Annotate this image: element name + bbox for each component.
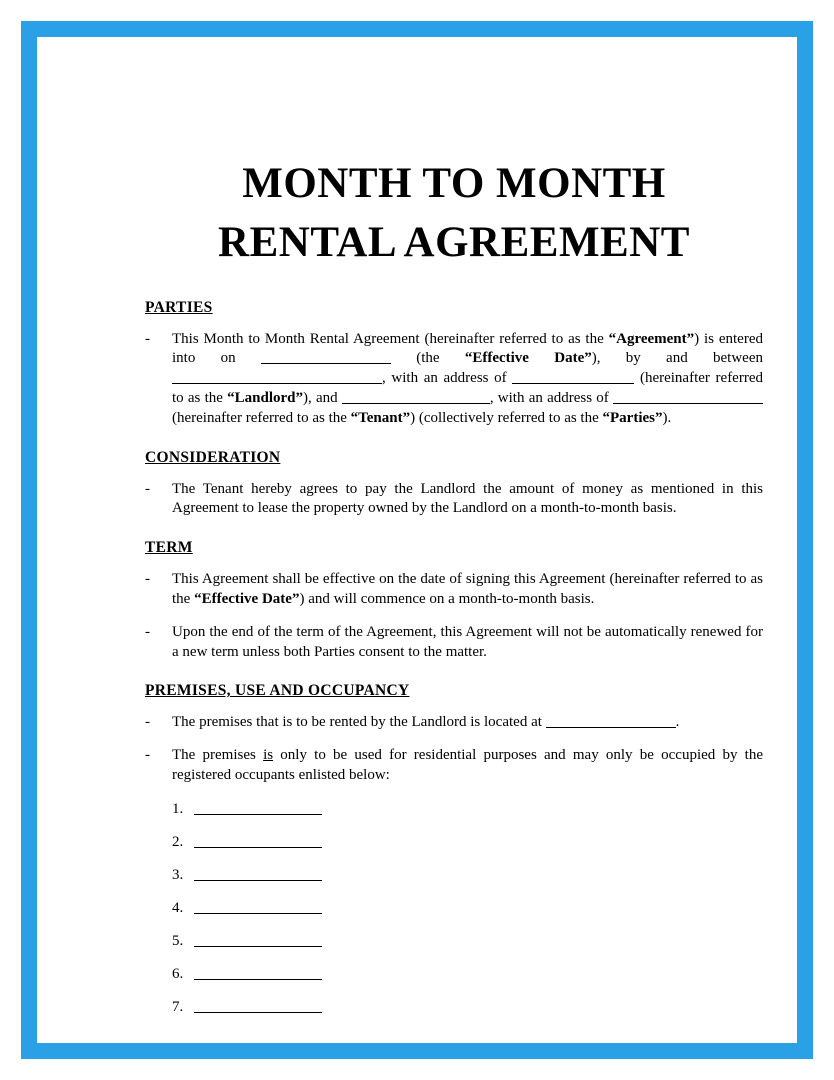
fill-in-blank — [194, 967, 322, 980]
text-run: (hereinafter referred to as the — [172, 409, 351, 426]
occupant-number: 1. — [172, 800, 184, 817]
text-run: ) is entered into on — [172, 330, 763, 367]
text-run: The premises that is to be rented by the Landlord is located at — [172, 714, 546, 731]
bullet-dash: - — [145, 714, 150, 731]
occupant-number: 7. — [172, 998, 184, 1015]
text-run: , with an address of — [382, 370, 513, 387]
text-run: This Month to Month Rental Agreement (hereinafter referred to as the — [172, 330, 609, 347]
underlined-text-run: is — [263, 747, 274, 764]
fill-in-blank — [194, 1000, 322, 1013]
fill-in-blank — [194, 934, 322, 947]
term-paragraph-1 — [145, 570, 763, 610]
bold-text-run: “Tenant” — [350, 409, 411, 426]
fill-in-blank — [613, 391, 763, 404]
term-paragraph-1-text — [172, 570, 763, 610]
occupant-number: 5. — [172, 932, 184, 949]
page-title — [145, 154, 763, 273]
bold-text-run: “Parties” — [602, 409, 663, 426]
premises-paragraph-1 — [145, 713, 763, 733]
bullet-dash: - — [145, 480, 150, 497]
consideration-paragraph — [145, 480, 763, 520]
term-paragraph-2-text: Upon the end of the term of the Agreement, this Agreement will not be automatically renewed for a new term unless both Parties consent to the matter. — [172, 623, 763, 660]
page-title-line2: RENTAL AGREEMENT — [218, 219, 690, 267]
bullet-dash: - — [145, 330, 150, 347]
occupant-row — [172, 998, 763, 1017]
text-run: (the — [390, 350, 465, 367]
parties-paragraph — [145, 330, 763, 429]
consideration-paragraph-text: The Tenant hereby agrees to pay the Landlord the amount of money as mentioned in this Agreement to lease the property owned by the Landlord on a month-to-month basis. — [172, 480, 763, 517]
fill-in-blank — [512, 371, 634, 384]
text-run: ) (collectively referred to as the — [410, 409, 603, 426]
fill-in-blank — [342, 391, 490, 404]
text-run: , with an address of — [489, 390, 613, 407]
occupant-row — [172, 866, 763, 885]
bullet-dash: - — [145, 623, 150, 640]
text-run: ) and will commence on a month-to-month basis. — [299, 591, 595, 608]
bold-text-run: “Agreement” — [608, 330, 695, 347]
page-title-line1: MONTH TO MONTH — [242, 160, 666, 207]
parties-paragraph-text — [172, 330, 763, 429]
fill-in-blank — [172, 371, 382, 384]
occupant-row — [172, 833, 763, 852]
occupant-row — [172, 965, 763, 984]
occupants-list — [172, 800, 763, 1017]
page-border-frame — [21, 21, 813, 1059]
text-run: (hereinafter referred to as the — [172, 370, 763, 407]
section-heading-term: TERM — [145, 539, 193, 557]
fill-in-blank — [261, 351, 391, 364]
occupant-row — [172, 899, 763, 918]
term-paragraph-2 — [145, 623, 763, 663]
document-content — [145, 74, 763, 1017]
fill-in-blank — [194, 868, 322, 881]
occupant-number: 4. — [172, 899, 184, 916]
text-run: The premises — [172, 747, 264, 764]
occupant-number: 6. — [172, 965, 184, 982]
text-run: This Agreement shall be effective on the date of signing this Agreement (hereinafter referred to as the — [172, 571, 763, 608]
text-run: ). — [662, 409, 672, 426]
bold-text-run: “Effective Date” — [464, 350, 592, 367]
text-run: ), and — [303, 390, 342, 407]
bold-text-run: “Effective Date” — [194, 591, 300, 608]
fill-in-blank — [546, 715, 676, 728]
occupant-row — [172, 800, 763, 819]
occupant-number: 2. — [172, 833, 184, 850]
premises-paragraph-2-text — [172, 746, 763, 786]
bullet-dash: - — [145, 571, 150, 588]
premises-paragraph-1-text — [172, 713, 763, 733]
section-heading-parties: PARTIES — [145, 298, 213, 316]
occupant-row — [172, 932, 763, 951]
section-heading-premises: PREMISES, USE AND OCCUPANCY — [145, 682, 410, 700]
fill-in-blank — [194, 802, 322, 815]
fill-in-blank — [194, 835, 322, 848]
premises-paragraph-2 — [145, 746, 763, 786]
text-run: ), by and between — [591, 350, 763, 367]
text-run: . — [675, 714, 680, 731]
bullet-dash: - — [145, 747, 150, 764]
occupant-number: 3. — [172, 866, 184, 883]
section-heading-consideration: CONSIDERATION — [145, 448, 281, 466]
bold-text-run: “Landlord” — [227, 390, 303, 407]
text-run: only to be used for residential purposes and may only be occupied by the registered occupants enlisted below: — [172, 747, 764, 784]
fill-in-blank — [194, 901, 322, 914]
